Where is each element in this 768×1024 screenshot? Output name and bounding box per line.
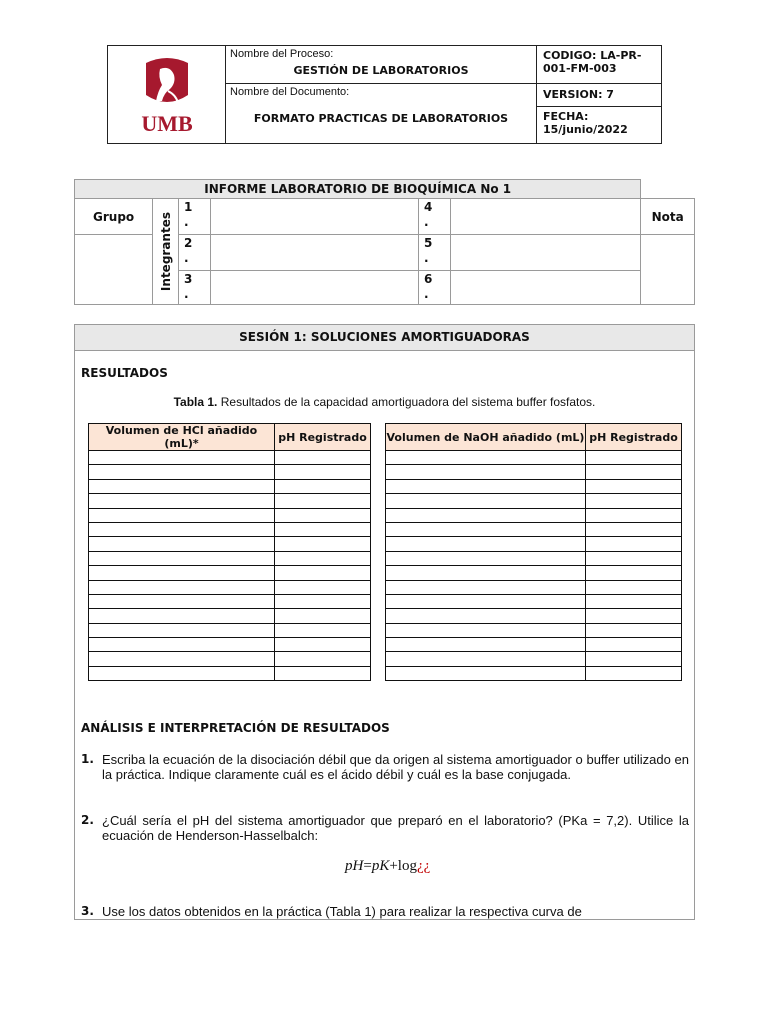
codigo-text: CODIGO: LA-PR-001-FM-003 — [543, 49, 642, 75]
volume-cell[interactable] — [386, 609, 586, 623]
volume-cell[interactable] — [89, 508, 275, 522]
table-row — [386, 451, 682, 465]
table-row — [89, 652, 371, 666]
naoh-table-body — [386, 451, 682, 681]
table-row — [89, 623, 371, 637]
eq-equals: = — [363, 858, 372, 874]
question-number: 3. — [81, 904, 94, 918]
volume-cell[interactable] — [89, 580, 275, 594]
informe-table — [74, 179, 695, 305]
volume-cell[interactable] — [89, 537, 275, 551]
ph-cell[interactable] — [586, 479, 682, 493]
table-row — [89, 566, 371, 580]
volume-cell[interactable] — [386, 508, 586, 522]
table-row — [386, 609, 682, 623]
question-text: Escriba la ecuación de la disociación débil que da origen al sistema amortiguador o buffer utilizado en la práctica. Indique claramente cuál es el ácido débil y cuál es la base conjugada. — [102, 752, 689, 782]
volume-cell[interactable] — [89, 594, 275, 608]
table-row — [386, 537, 682, 551]
ph-cell[interactable] — [586, 623, 682, 637]
logo-text: UMB — [140, 110, 193, 135]
hcl-table — [88, 423, 371, 681]
nota-field[interactable] — [641, 235, 695, 305]
table-caption — [75, 395, 694, 409]
ph-cell[interactable] — [275, 666, 371, 680]
session-title: SESIÓN 1: SOLUCIONES AMORTIGUADORAS — [75, 325, 694, 351]
integrantes-label: Integrantes — [158, 211, 173, 292]
volume-cell[interactable] — [386, 580, 586, 594]
eq-pk: pK — [371, 858, 390, 874]
ph-cell[interactable] — [586, 566, 682, 580]
codigo-cell — [537, 46, 662, 84]
volume-cell[interactable] — [386, 465, 586, 479]
process-cell — [226, 46, 537, 84]
ph-cell[interactable] — [586, 609, 682, 623]
table-row — [89, 666, 371, 680]
document-header — [107, 45, 662, 144]
volume-cell[interactable] — [386, 652, 586, 666]
table-row — [386, 623, 682, 637]
volume-cell[interactable] — [89, 623, 275, 637]
table-row — [89, 522, 371, 536]
table-row — [386, 494, 682, 508]
table-caption-bold: Tabla 1. — [173, 395, 218, 409]
question-number: 2. — [81, 813, 94, 827]
volume-cell[interactable] — [89, 494, 275, 508]
process-label: Nombre del Proceso: — [230, 48, 334, 60]
document-value: FORMATO PRACTICAS DE LABORATORIOS — [253, 112, 509, 125]
table-row — [89, 638, 371, 652]
table-row — [386, 522, 682, 536]
table-row — [89, 551, 371, 565]
member-field-3[interactable] — [210, 271, 418, 305]
table-caption-text: Resultados de la capacidad amortiguadora del sistema buffer fosfatos. — [217, 395, 596, 409]
volume-cell[interactable] — [386, 623, 586, 637]
question-text: ¿Cuál sería el pH del sistema amortiguador que preparó en el laboratorio? (PKa = 7,2). Utilice la ecuación de Henderson-Hasselbalch: — [102, 813, 689, 843]
member-field-4[interactable] — [450, 199, 641, 235]
naoh-table — [385, 423, 682, 681]
volume-cell[interactable] — [89, 638, 275, 652]
version-text: VERSION: 7 — [537, 84, 661, 107]
volume-cell[interactable] — [386, 638, 586, 652]
table-row — [89, 494, 371, 508]
nota-label: Nota — [641, 199, 695, 235]
ph-cell[interactable] — [586, 494, 682, 508]
ph-cell[interactable] — [586, 522, 682, 536]
table-row — [386, 465, 682, 479]
table-row — [386, 508, 682, 522]
member-number-3: 3 . — [178, 271, 210, 305]
ph-cell[interactable] — [275, 508, 371, 522]
naoh-col-volume: Volumen de NaOH añadido (mL) — [386, 424, 586, 451]
ph-cell[interactable] — [275, 522, 371, 536]
ph-cell[interactable] — [586, 638, 682, 652]
process-value: GESTIÓN DE LABORATORIOS — [293, 64, 469, 77]
member-number-1: 1 . — [178, 199, 210, 235]
volume-cell[interactable] — [89, 566, 275, 580]
volume-cell[interactable] — [386, 522, 586, 536]
member-field-5[interactable] — [450, 235, 641, 271]
member-number-5: 5 . — [418, 235, 450, 271]
eq-plus: + — [389, 858, 398, 874]
table-row — [89, 479, 371, 493]
table-row — [386, 580, 682, 594]
session-box — [74, 324, 695, 920]
ph-cell[interactable] — [275, 580, 371, 594]
table-row — [386, 566, 682, 580]
document-cell — [226, 84, 537, 144]
eq-lhs: pH — [345, 858, 364, 874]
volume-cell[interactable] — [386, 537, 586, 551]
table-row — [386, 652, 682, 666]
volume-cell[interactable] — [89, 551, 275, 565]
ph-cell[interactable] — [275, 609, 371, 623]
volume-cell[interactable] — [89, 479, 275, 493]
member-number-4: 4 . — [418, 199, 450, 235]
member-number-6: 6 . — [418, 271, 450, 305]
volume-cell[interactable] — [386, 451, 586, 465]
hcl-col-volume: Volumen de HCl añadido (mL)* — [89, 424, 275, 451]
question-2 — [81, 813, 689, 843]
informe-title: INFORME LABORATORIO DE BIOQUÍMICA No 1 — [75, 180, 641, 199]
ph-cell[interactable] — [586, 537, 682, 551]
ph-cell[interactable] — [275, 652, 371, 666]
member-field-2[interactable] — [210, 235, 418, 271]
ph-cell[interactable] — [275, 451, 371, 465]
question-3 — [81, 904, 689, 919]
table-row — [89, 451, 371, 465]
document-label: Nombre del Documento: — [230, 86, 350, 98]
analysis-title: ANÁLISIS E INTERPRETACIÓN DE RESULTADOS — [81, 721, 390, 735]
question-text: Use los datos obtenidos en la práctica (Tabla 1) para realizar la respectiva curva de — [102, 904, 582, 919]
ph-cell[interactable] — [586, 580, 682, 594]
table-row — [89, 537, 371, 551]
ph-cell[interactable] — [586, 508, 682, 522]
volume-cell[interactable] — [89, 522, 275, 536]
ph-cell[interactable] — [275, 479, 371, 493]
table-row — [386, 638, 682, 652]
ph-cell[interactable] — [275, 551, 371, 565]
volume-cell[interactable] — [386, 494, 586, 508]
eq-tail: ¿¿ — [416, 858, 431, 874]
ph-cell[interactable] — [275, 494, 371, 508]
table-row — [89, 508, 371, 522]
volume-cell[interactable] — [89, 666, 275, 680]
volume-cell[interactable] — [386, 666, 586, 680]
ph-cell[interactable] — [275, 566, 371, 580]
results-title: RESULTADOS — [81, 366, 168, 380]
grupo-field[interactable] — [75, 235, 153, 305]
table-row — [89, 609, 371, 623]
ph-cell[interactable] — [586, 594, 682, 608]
ph-cell[interactable] — [586, 465, 682, 479]
ph-cell[interactable] — [275, 537, 371, 551]
ph-cell[interactable] — [586, 666, 682, 680]
volume-cell[interactable] — [89, 465, 275, 479]
volume-cell[interactable] — [386, 551, 586, 565]
eq-log: log — [397, 858, 417, 874]
table-row — [89, 594, 371, 608]
table-row — [386, 594, 682, 608]
table-row — [386, 551, 682, 565]
volume-cell[interactable] — [89, 609, 275, 623]
ph-cell[interactable] — [275, 594, 371, 608]
table-row — [89, 580, 371, 594]
ph-cell[interactable] — [586, 551, 682, 565]
table-row — [386, 666, 682, 680]
ph-cell[interactable] — [586, 652, 682, 666]
member-field-6[interactable] — [450, 271, 641, 305]
question-number: 1. — [81, 752, 94, 766]
volume-cell[interactable] — [386, 566, 586, 580]
member-number-2: 2 . — [178, 235, 210, 271]
henderson-hasselbalch-equation — [345, 858, 430, 875]
volume-cell[interactable] — [89, 451, 275, 465]
question-1 — [81, 752, 689, 782]
hcl-col-ph: pH Registrado — [275, 424, 371, 451]
ph-cell[interactable] — [586, 451, 682, 465]
volume-cell[interactable] — [386, 479, 586, 493]
ph-cell[interactable] — [275, 623, 371, 637]
fecha-text: FECHA: 15/junio/2022 — [543, 110, 628, 136]
hcl-table-body — [89, 451, 371, 681]
table-row — [386, 479, 682, 493]
volume-cell[interactable] — [89, 652, 275, 666]
member-field-1[interactable] — [210, 199, 418, 235]
version-fecha-cell — [537, 84, 662, 144]
ph-cell[interactable] — [275, 638, 371, 652]
volume-cell[interactable] — [386, 594, 586, 608]
ph-cell[interactable] — [275, 465, 371, 479]
integrantes-cell — [153, 199, 179, 305]
table-row — [89, 465, 371, 479]
logo-cell — [108, 46, 226, 144]
umb-logo-icon — [132, 51, 202, 135]
naoh-col-ph: pH Registrado — [586, 424, 682, 451]
grupo-label: Grupo — [75, 199, 153, 235]
